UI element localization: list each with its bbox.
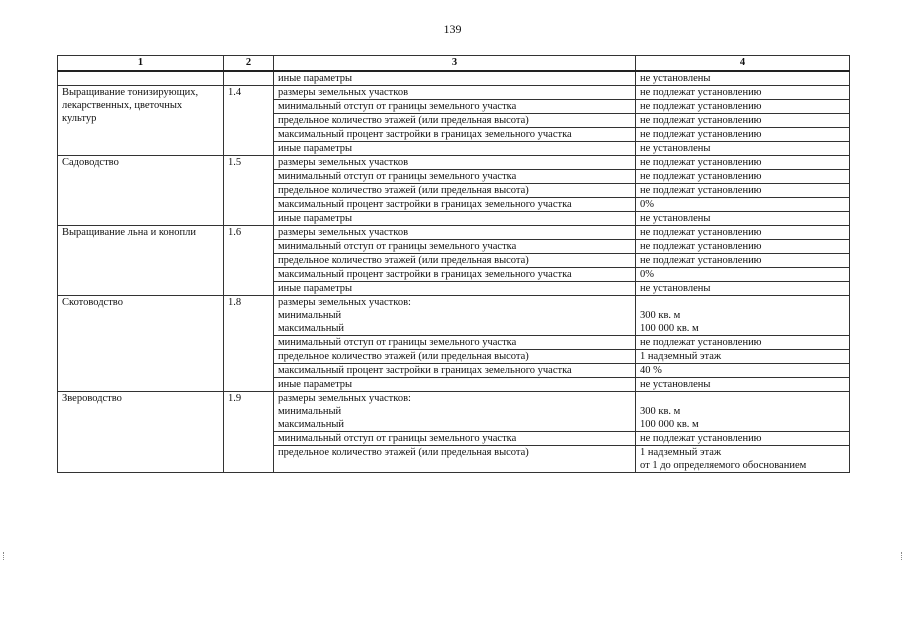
value-text: не подлежат установлению: [640, 433, 762, 444]
table-row: [58, 226, 850, 240]
code-cell: 1.5: [224, 156, 274, 226]
parameter-text: размеры земельных участков: [278, 227, 409, 238]
code-cell: 1.8: [224, 296, 274, 392]
parameter-cell: [274, 254, 636, 268]
value-cell: [636, 350, 850, 364]
value-text: 0%: [640, 269, 654, 280]
value-cell: [636, 392, 850, 432]
code-cell: 1.4: [224, 86, 274, 156]
parameter-cell: [274, 198, 636, 212]
parameter-text: иные параметры: [278, 143, 353, 154]
parameter-text: минимальный: [278, 406, 342, 417]
parameter-text: минимальный отступ от границы земельного участка: [278, 337, 517, 348]
table-row: [58, 296, 850, 336]
value-text: 40 %: [640, 365, 662, 376]
value-text: не установлены: [640, 143, 711, 154]
column-header-4: 4: [636, 56, 850, 72]
value-text: [640, 296, 845, 309]
value-cell: [636, 114, 850, 128]
value-text: не подлежат установлению: [640, 185, 762, 196]
parameter-text: предельное количество этажей (или предельная высота): [278, 255, 529, 266]
code-cell: [224, 71, 274, 86]
value-cell: [636, 86, 850, 100]
value-cell: [636, 268, 850, 282]
value-cell: [636, 282, 850, 296]
parameter-cell: [274, 142, 636, 156]
parameter-text: минимальный: [278, 310, 342, 321]
parameter-text: минимальный отступ от границы земельного участка: [278, 101, 517, 112]
parameter-text: предельное количество этажей (или предельная высота): [278, 447, 529, 458]
parameter-cell: [274, 350, 636, 364]
parameter-text: размеры земельных участков:: [278, 393, 411, 404]
parameter-text: максимальный процент застройки в границах земельного участка: [278, 269, 572, 280]
parameter-cell: [274, 240, 636, 254]
value-text: не подлежат установлению: [640, 115, 762, 126]
value-cell: [636, 71, 850, 86]
page-edge-mark: [897, 552, 902, 560]
parameter-cell: [274, 170, 636, 184]
value-cell: [636, 226, 850, 240]
value-text: 100 000 кв. м: [640, 323, 699, 334]
table-row: [58, 86, 850, 100]
parameter-cell: [274, 432, 636, 446]
value-cell: [636, 156, 850, 170]
parameter-text: иные параметры: [278, 283, 353, 294]
parameter-text: максимальный процент застройки в границах земельного участка: [278, 129, 572, 140]
value-text: не подлежат установлению: [640, 337, 762, 348]
value-text: не подлежат установлению: [640, 255, 762, 266]
table-row: [58, 71, 850, 86]
value-text: не установлены: [640, 73, 711, 84]
parameter-cell: [274, 156, 636, 170]
value-cell: [636, 446, 850, 473]
value-text: не подлежат установлению: [640, 171, 762, 182]
value-text: не установлены: [640, 213, 711, 224]
parameter-text: максимальный: [278, 419, 344, 430]
parameter-cell: [274, 392, 636, 432]
value-cell: [636, 364, 850, 378]
value-text: не подлежат установлению: [640, 129, 762, 140]
value-text: не установлены: [640, 283, 711, 294]
table-body: [58, 71, 850, 473]
table-row: [58, 156, 850, 170]
parameter-text: размеры земельных участков: [278, 87, 409, 98]
parameter-cell: [274, 86, 636, 100]
parameter-cell: [274, 226, 636, 240]
value-text: 300 кв. м: [640, 406, 681, 417]
parameter-cell: [274, 128, 636, 142]
value-cell: [636, 240, 850, 254]
value-cell: [636, 184, 850, 198]
parameter-cell: [274, 114, 636, 128]
value-text: не установлены: [640, 379, 711, 390]
parameter-text: иные параметры: [278, 379, 353, 390]
column-header-2: 2: [224, 56, 274, 72]
value-text: не подлежат установлению: [640, 227, 762, 238]
land-use-type-cell: Звероводство: [58, 392, 224, 473]
parameter-text: максимальный процент застройки в границах земельного участка: [278, 365, 572, 376]
value-cell: [636, 128, 850, 142]
parameter-cell: [274, 296, 636, 336]
code-cell: 1.6: [224, 226, 274, 296]
parameter-cell: [274, 378, 636, 392]
land-use-type-cell: Садоводство: [58, 156, 224, 226]
value-cell: [636, 378, 850, 392]
land-use-type-cell: [58, 71, 224, 86]
value-text: 100 000 кв. м: [640, 419, 699, 430]
table-row: [58, 392, 850, 432]
value-cell: [636, 254, 850, 268]
value-text: не подлежат установлению: [640, 241, 762, 252]
parameter-text: предельное количество этажей (или предельная высота): [278, 115, 529, 126]
parameter-cell: [274, 71, 636, 86]
value-text: не подлежат установлению: [640, 101, 762, 112]
parameter-cell: [274, 446, 636, 473]
value-cell: [636, 198, 850, 212]
code-cell: 1.9: [224, 392, 274, 473]
parameter-cell: [274, 100, 636, 114]
parameter-cell: [274, 282, 636, 296]
value-text: 1 надземный этаж: [640, 351, 722, 362]
table-header-row: [58, 56, 850, 72]
parameter-text: предельное количество этажей (или предельная высота): [278, 185, 529, 196]
value-text: 0%: [640, 199, 654, 210]
land-use-type-cell: Скотоводство: [58, 296, 224, 392]
parameter-text: минимальный отступ от границы земельного участка: [278, 433, 517, 444]
parameter-cell: [274, 268, 636, 282]
land-use-type-cell: Выращивание тонизирующих, лекарственных, цветочных культур: [58, 86, 224, 156]
value-cell: [636, 170, 850, 184]
value-text: 1 надземный этаж: [640, 447, 722, 458]
parameter-text: размеры земельных участков: [278, 157, 409, 168]
parameter-text: минимальный отступ от границы земельного участка: [278, 171, 517, 182]
parameter-cell: [274, 336, 636, 350]
parameter-cell: [274, 212, 636, 226]
page-number: 139: [443, 22, 462, 36]
land-use-type-cell: Выращивание льна и конопли: [58, 226, 224, 296]
parameter-cell: [274, 364, 636, 378]
value-cell: [636, 432, 850, 446]
column-header-3: 3: [274, 56, 636, 72]
value-text: 300 кв. м: [640, 310, 681, 321]
parameter-text: максимальный: [278, 323, 344, 334]
parameter-text: предельное количество этажей (или предельная высота): [278, 351, 529, 362]
regulations-table: [57, 55, 850, 473]
parameter-text: минимальный отступ от границы земельного участка: [278, 241, 517, 252]
parameter-text: максимальный процент застройки в границах земельного участка: [278, 199, 572, 210]
value-cell: [636, 212, 850, 226]
value-text: от 1 до определяемого обоснованием: [640, 460, 807, 471]
parameter-text: размеры земельных участков:: [278, 297, 411, 308]
value-cell: [636, 142, 850, 156]
value-cell: [636, 100, 850, 114]
value-cell: [636, 336, 850, 350]
parameter-text: иные параметры: [278, 213, 353, 224]
column-header-1: 1: [58, 56, 224, 72]
value-text: не подлежат установлению: [640, 87, 762, 98]
parameter-text: иные параметры: [278, 73, 353, 84]
value-text: не подлежат установлению: [640, 157, 762, 168]
page-edge-mark: [3, 552, 8, 560]
value-cell: [636, 296, 850, 336]
parameter-cell: [274, 184, 636, 198]
value-text: [640, 392, 845, 405]
